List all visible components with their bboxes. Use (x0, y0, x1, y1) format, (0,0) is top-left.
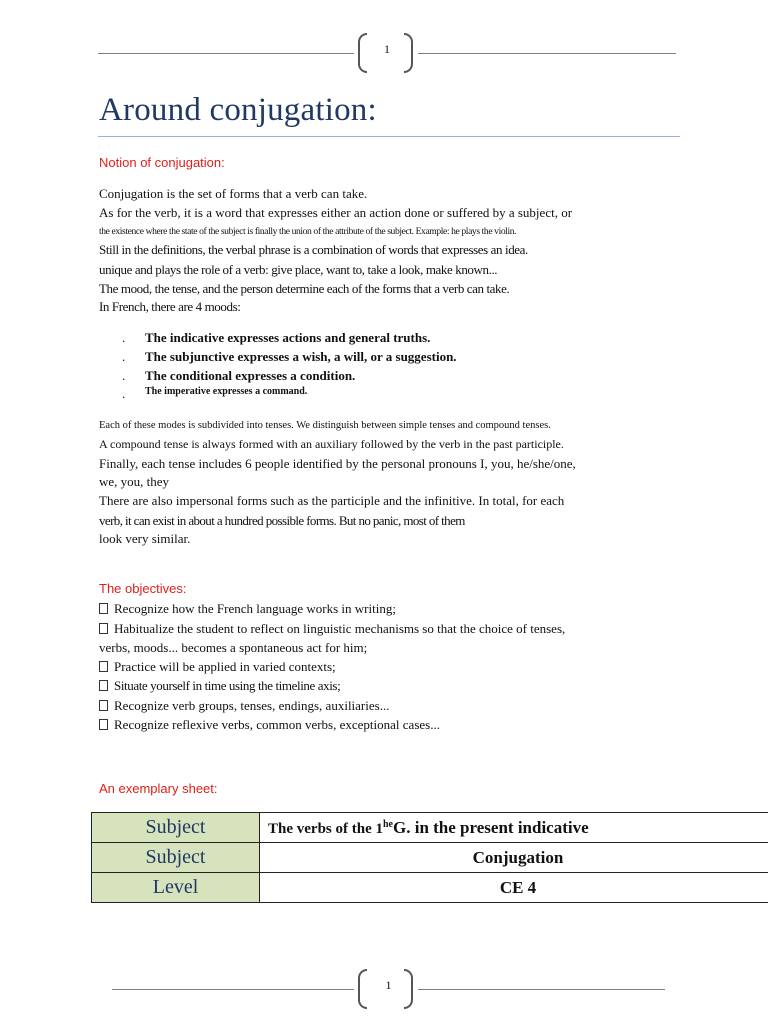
mood-text: The imperative expresses a command. (145, 386, 308, 397)
objective-item (99, 601, 396, 617)
row-value: Conjugation (260, 843, 768, 873)
table-row (92, 843, 768, 873)
table-row (92, 813, 768, 843)
objective-text: Situate yourself in time using the timeline axis; (114, 678, 341, 693)
row-value-sup: he (383, 818, 393, 830)
row-value: CE 4 (260, 873, 768, 903)
header-page-number-text: 1 (384, 42, 390, 56)
checkbox-icon (99, 719, 108, 730)
row-label: Subject (92, 813, 260, 843)
checkbox-icon (99, 623, 108, 634)
objective-item (99, 698, 389, 714)
notion-heading: Notion of conjugation: (99, 155, 225, 170)
objective-text: Practice will be applied in varied contexts; (114, 659, 336, 674)
row-label: Subject (92, 843, 260, 873)
exemplary-sheet-table (91, 812, 768, 903)
footer-page-number-text: 1 (385, 978, 392, 992)
title-underline (98, 136, 680, 137)
after-line-1: Each of these modes is subdivided into tenses. We distinguish between simple tenses and compound tenses. (99, 420, 551, 431)
mood-text: The indicative expresses actions and general truths. (145, 330, 431, 345)
objective-text: Recognize verb groups, tenses, endings, auxiliaries... (114, 698, 390, 713)
objective-text: verbs, moods... becomes a spontaneous act for him; (99, 640, 368, 655)
objective-text: Recognize how the French language works in writing; (114, 601, 396, 616)
objective-item (99, 659, 336, 675)
after-line-4: we, you, they (99, 474, 170, 489)
checkbox-icon (99, 700, 108, 711)
checkbox-icon (99, 661, 108, 672)
bullet-marker: . (122, 349, 126, 364)
page-title: Around conjugation: (99, 92, 377, 128)
bullet-marker: . (122, 368, 126, 383)
footer-page-number (112, 969, 665, 1009)
objectives-heading: The objectives: (99, 581, 187, 596)
checkbox-icon (99, 603, 108, 614)
objective-text: Habitualize the student to reflect on linguistic mechanisms so that the choice of tenses, (114, 621, 566, 636)
header-page-number (98, 33, 676, 73)
after-line-7: look very similar. (99, 531, 191, 546)
after-line-2: A compound tense is always formed with an auxiliary followed by the verb in the past participle. (99, 437, 564, 451)
header-rule-right (418, 53, 676, 54)
objective-item-continued (99, 640, 367, 656)
bullet-marker: . (122, 330, 126, 345)
notion-line-6: The mood, the tense, and the person determine each of the forms that a verb can take. (99, 281, 510, 296)
notion-line-3: the existence where the state of the subject is finally the union of the attribute of the subject. Example: he plays the violin. (99, 226, 517, 237)
table-row (92, 873, 768, 903)
mood-text: The subjunctive expresses a wish, a will, or a suggestion. (145, 349, 457, 364)
after-line-6: verb, it can exist in about a hundred possible forms. But no panic, most of them (99, 513, 465, 528)
objective-item (99, 717, 440, 733)
objective-text: Recognize reflexive verbs, common verbs, exceptional cases... (114, 717, 440, 732)
row-value-post: G. in the present indicative (393, 817, 589, 837)
footer-rule-right (418, 989, 665, 990)
checkbox-icon (99, 680, 108, 691)
sheet-heading: An exemplary sheet: (99, 781, 218, 796)
notion-line-1: Conjugation is the set of forms that a verb can take. (99, 186, 368, 201)
notion-line-5: unique and plays the role of a verb: give place, want to, take a look, make known... (99, 262, 498, 277)
row-value (260, 813, 768, 843)
objective-item (99, 678, 340, 694)
row-label: Level (92, 873, 260, 903)
after-line-5: There are also impersonal forms such as the participle and the infinitive. In total, for each (99, 493, 565, 508)
bullet-marker: . (122, 386, 126, 401)
row-value-pre: The verbs of the 1 (268, 820, 383, 837)
header-bracket-right (404, 33, 413, 73)
notion-line-4: Still in the definitions, the verbal phrase is a combination of words that expresses an idea. (99, 242, 528, 257)
notion-line-7: In French, there are 4 moods: (99, 299, 241, 314)
notion-line-2: As for the verb, it is a word that expresses either an action done or suffered by a subject, or (99, 205, 573, 220)
objective-item (99, 621, 565, 637)
mood-text: The conditional expresses a condition. (145, 368, 356, 383)
after-line-3: Finally, each tense includes 6 people identified by the personal pronouns I, you, he/she/one, (99, 456, 576, 471)
footer-bracket-right (404, 969, 413, 1009)
